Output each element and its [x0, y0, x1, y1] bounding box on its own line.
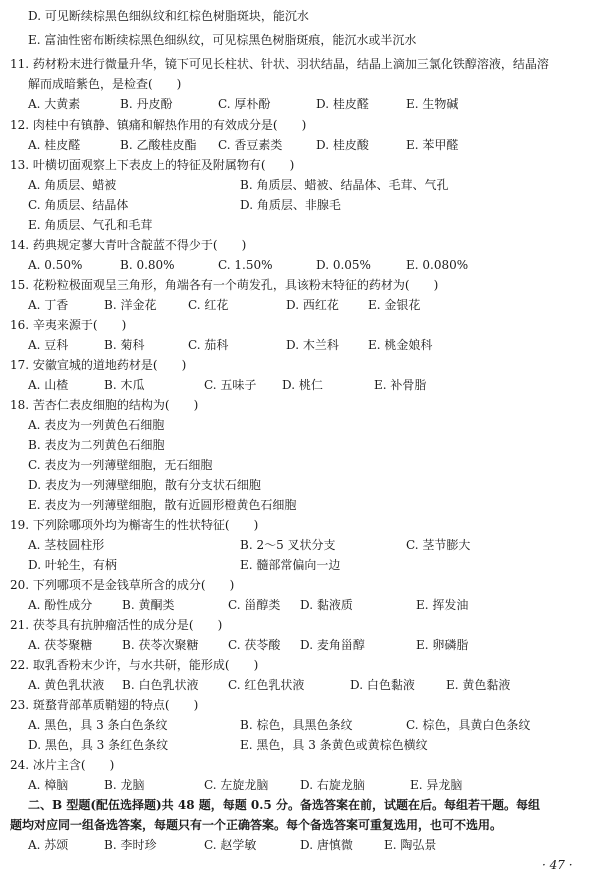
- option-e: E. 陶弘景: [384, 838, 437, 852]
- option-d: D. 木兰科: [286, 338, 339, 352]
- option-b: B. 角质层、蜡被、结晶体、毛茸、气孔: [240, 178, 449, 192]
- option-a: A. 黄色乳状液: [28, 678, 105, 692]
- option-c: C. 香豆素类: [218, 138, 283, 152]
- option-c: C. 赵学敏: [204, 838, 257, 852]
- option-a: A. 苏颂: [28, 838, 69, 852]
- option-c: C. 左旋龙脑: [204, 778, 269, 792]
- option-c: C. 1.50%: [218, 258, 273, 272]
- option-d: D. 0.05%: [316, 258, 371, 272]
- option-b: B. 2～5 叉状分支: [240, 538, 336, 552]
- option-c: C. 茄科: [188, 338, 229, 352]
- option-d: D. 麦角甾醇: [300, 638, 365, 652]
- option-c: C. 棕色，具黄白色条纹: [406, 718, 531, 732]
- option-e: E. 苯甲醛: [406, 138, 459, 152]
- option-d: D. 叶轮生，有柄: [28, 558, 117, 572]
- option-e: E. 异龙脑: [410, 778, 463, 792]
- option-c: C. 红色乳状液: [228, 678, 305, 692]
- page-number: · 47 ·: [542, 858, 573, 872]
- option-c: C. 甾醇类: [228, 598, 281, 612]
- option-b: B. 菊科: [104, 338, 145, 352]
- option-b: B. 乙酸桂皮酯: [120, 138, 197, 152]
- option-b: B. 茯苓次聚糖: [122, 638, 199, 652]
- option-c: C. 角质层、结晶体: [28, 198, 129, 212]
- option-a: A. 0.50%: [28, 258, 83, 272]
- option-e: E. 0.080%: [406, 258, 469, 272]
- option-d: D. 白色黏液: [350, 678, 415, 692]
- option-b: B. 黄酮类: [122, 598, 175, 612]
- option-e: E. 黄色黏液: [446, 678, 511, 692]
- option-c: C. 红花: [188, 298, 229, 312]
- option-a: A. 豆科: [28, 338, 69, 352]
- option-d: D. 桂皮酸: [316, 138, 369, 152]
- option-d: D. 右旋龙脑: [300, 778, 365, 792]
- option-d: D. 角质层、非腺毛: [240, 198, 341, 212]
- option-e: E. 卵磷脂: [416, 638, 469, 652]
- option-e: E. 角质层、气孔和毛茸: [28, 218, 153, 232]
- option-c: C. 茯苓酸: [228, 638, 281, 652]
- option-a: A. 茯苓聚糖: [28, 638, 93, 652]
- option-b: B. 木瓜: [104, 378, 145, 392]
- option-a: A. 樟脑: [28, 778, 69, 792]
- option-e: E. 金银花: [368, 298, 421, 312]
- option-b: B. 棕色，具黑色条纹: [240, 718, 353, 732]
- option-c: C. 茎节膨大: [406, 538, 471, 552]
- option-e: E. 髓部常偏向一边: [240, 558, 341, 572]
- option-d: D. 黑色，具 3 条红色条纹: [28, 738, 169, 752]
- option-a: A. 丁香: [28, 298, 69, 312]
- option-b: B. 龙脑: [104, 778, 145, 792]
- option-d: D. 桂皮醛: [316, 97, 369, 111]
- option-a: A. 角质层、蜡被: [28, 178, 117, 192]
- option-b: B. 李时珍: [104, 838, 157, 852]
- option-a: A. 桂皮醛: [28, 138, 81, 152]
- option-e: E. 补骨脂: [374, 378, 427, 392]
- option-a: A. 黑色，具 3 条白色条纹: [28, 718, 168, 732]
- option-b: B. 洋金花: [104, 298, 157, 312]
- option-c: C. 厚朴酚: [218, 97, 271, 111]
- option-d: D. 桃仁: [282, 378, 323, 392]
- option-b: B. 0.80%: [120, 258, 175, 272]
- option-e: E. 挥发油: [416, 598, 469, 612]
- option-d: D. 西红花: [286, 298, 339, 312]
- exam-page: D. 可见断续棕黑色细纵纹和红棕色树脂斑块，能沉水 E. 富油性密布断续棕黑色细纵纹，可见棕黑色树脂斑痕，能沉水或半沉水 11. 药材粉末进行微量升华，镜下可见长柱状、针状、羽状结晶，结晶上滴加三氯化铁醇溶液，结晶溶 解而成暗紫色，是检查( ) A. 大黄素 B. 丹皮酚 C. 厚朴酚 D. 桂皮醛 E. 生物碱 12. 肉桂中有镇静、镇痛和解热作用的有效成分是( ) A. 桂皮醛 B. 乙酸桂皮酯 C. 香豆素类 D. 桂皮酸 E. 苯甲醛 13. 叶横切面观察上下表皮上的特征及附属物有( ) A. 角质层、蜡被 B. 角质层、蜡被、结晶体、毛茸、气孔 C. 角质层、结晶体 D. 角质层、非腺毛 E. 角质层、气孔和毛茸 14. 药典规定蓼大青叶含靛蓝不得少于( ) A. 0.50% B. 0.80% C. 1.50% D. 0.05% E. 0.080% 15. 花粉粒极面观呈三角形，角端各有一个萌发孔，具该粉末特征的药材为( ) A. 丁香 B. 洋金花 C. 红花 D. 西红花 E. 金银花 16. 辛夷来源于( ) A. 豆科 B. 菊科 C. 茄科 D. 木兰科 E. 桃金娘科 17. 安徽宣城的道地药材是( ) A. 山楂 B. 木瓜 C. 五味子 D. 桃仁 E. 补骨脂 18. 苦杏仁表皮细胞的结构为( ) A. 表皮为一列黄色石细胞 B. 表皮为二列黄色石细胞 C. 表皮为一列薄壁细胞，无石细胞 D. 表皮为一列薄壁细胞，散有分支状石细胞 E. 表皮为一列薄壁细胞，散有近圆形橙黄色石细胞 19. 下列除哪项外均为槲寄生的性状特征( ) A. 茎枝圆柱形 B. 2～5 叉状分支 C. 茎节膨大 D. 叶轮生，有柄 E. 髓部常偏向一边 20. 下列哪项不是金钱草所含的成分( ) A. 酚性成分 B. 黄酮类 C. 甾醇类 D. 黏液质 E. 挥发油 21. 茯苓具有抗肿瘤活性的成分是( ) A. 茯苓聚糖 B. 茯苓次聚糖 C. 茯苓酸 D. 麦角甾醇 E. 卵磷脂 22. 取乳香粉末少许，与水共研，能形成( ) A. 黄色乳状液 B. 白色乳状液 C. 红色乳状液 D. 白色黏液 E. 黄色黏液 23. 斑蝥背部革质鞘翅的特点( ) A. 黑色，具 3 条白色条纹 B. 棕色，具黑色条纹 C. 棕色，具黄白色条纹 D. 黑色，具 3 条红色条纹 E. 黑色，具 3 条黄色或黄棕色横纹 24. 冰片主含( ) A. 樟脑 B. 龙脑 C. 左旋龙脑 D. 右旋龙脑 E. 异龙脑 二、B 型题(配伍选择题)共 48 题，每题 0.5 分。备选答案在前，试题在后。每组若干题。每组 题均对应同一组备选答案，每题只有一个正确答案。每个备选答案可重复选用，也可不选用。 A. 苏颂 B. 李时珍 C. 赵学敏 D. 唐慎微 E. 陶弘景 · 47 ·: [10, 9, 573, 872]
- option-e: E. 生物碱: [406, 97, 459, 111]
- option-a: A. 酚性成分: [28, 598, 93, 612]
- option-c: C. 五味子: [204, 378, 257, 392]
- option-a: A. 大黄素: [28, 97, 81, 111]
- option-d: D. 唐慎微: [300, 838, 353, 852]
- option-d: D. 黏液质: [300, 598, 353, 612]
- option-b: B. 丹皮酚: [120, 97, 173, 111]
- option-b: B. 白色乳状液: [122, 678, 199, 692]
- option-a: A. 茎枝圆柱形: [28, 538, 105, 552]
- option-e: E. 黑色，具 3 条黄色或黄棕色横纹: [240, 738, 428, 752]
- option-a: A. 山楂: [28, 378, 69, 392]
- option-e: E. 桃金娘科: [368, 338, 433, 352]
